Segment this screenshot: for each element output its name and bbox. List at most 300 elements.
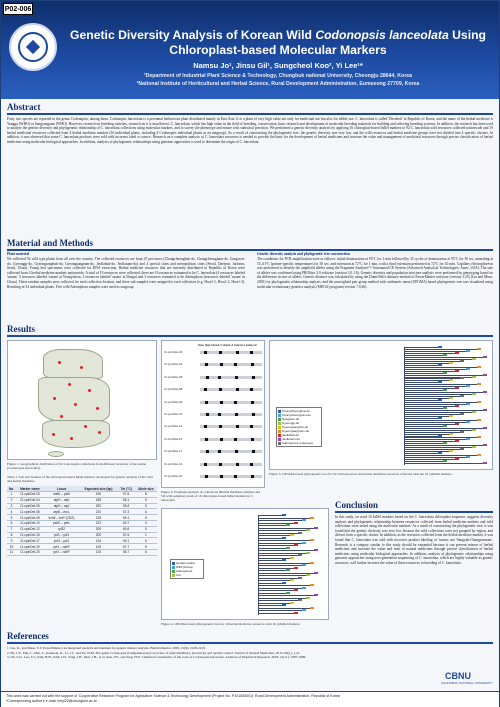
tree-branch xyxy=(258,518,310,519)
gel-band xyxy=(219,351,222,354)
gel-band xyxy=(204,351,207,354)
table-header-cell: Allele size xyxy=(135,486,157,492)
tree-leaf-marker xyxy=(282,514,286,516)
references-heading: References xyxy=(7,631,49,641)
table-cell: Cl-cpInDel-08 xyxy=(16,509,44,515)
tree-leaf-marker xyxy=(483,444,487,446)
gel-band xyxy=(236,425,239,428)
gel-marker-label: Cl-cpInDel-17 xyxy=(164,449,183,454)
legend-label: Gyeongsangnam-do xyxy=(282,429,310,433)
table-cell: 3 xyxy=(7,503,16,509)
gel-marker-label: Cl-cpInDel-19 xyxy=(164,461,183,466)
legend-swatch xyxy=(172,574,175,577)
gel-lane-row xyxy=(200,463,262,466)
plant-material-heading: Plant material xyxy=(7,252,30,256)
legend-label: Jeollanam-do xyxy=(282,437,301,441)
legend-label: Adenophora xyxy=(176,569,193,573)
map-site-marker xyxy=(84,425,87,428)
table-cell: 10 xyxy=(7,544,16,550)
tree-leaf-marker xyxy=(286,524,290,526)
tree-leaf-marker xyxy=(290,602,294,604)
tree-branch xyxy=(404,390,444,391)
table-header-cell: Locus xyxy=(44,486,80,492)
table-cell: 5 xyxy=(135,503,157,509)
table-cell: Cl-cpInDel-12 xyxy=(16,526,44,532)
tree-leaf-marker xyxy=(443,460,447,462)
tree-leaf-marker xyxy=(483,409,487,411)
affiliation-2: ²National Institute of Horticultural and Herbal Science, Rural Development Administration, Eumseong 27709, Korea xyxy=(136,81,420,87)
corresponding-author-email: *Corresponding author's e-mail: leeyi22@chungbuk.ac.kr xyxy=(6,698,97,703)
table-cell: 8 xyxy=(7,532,16,538)
table-cell: 57.6 xyxy=(118,492,135,498)
conclusion-heading: Conclusion xyxy=(335,500,379,510)
legend-swatch xyxy=(278,442,281,445)
gel-band xyxy=(205,475,208,478)
gel-band xyxy=(252,376,255,379)
tree-leaf-marker xyxy=(455,440,459,442)
tree-leaf-marker xyxy=(302,587,306,589)
tree-branch xyxy=(258,543,302,544)
table-cell: psbE – petL xyxy=(44,521,80,527)
table-cell: 60.6 xyxy=(118,526,135,532)
tree-branch xyxy=(258,605,282,606)
gel-band xyxy=(250,463,253,466)
map-site-marker xyxy=(80,366,83,369)
tree-leaf-marker xyxy=(460,360,464,362)
tree-branch xyxy=(258,528,314,529)
seal-ring xyxy=(18,32,48,62)
tree-leaf-marker xyxy=(477,419,481,421)
plant-material-text: We collected 92 wild type plants from all over the country. The collected resources are from 47 provinces (Chungcheongbuk-do, Chungcheongnam-do, Gangwon-do, Gyeonggi-do, Gyeongsangbuk-do, Gyeongsangnam-do, Jeollabuk-do, Jeollanam-do) and 4 special cities and metropolitan cities (Seoul, Daejeon, Incheon, Seoul, Ulsan). Young leaf specimens were collected for DNA extraction. Herbal medicine resources that are currently distributed in Republic of Korea were collected from 4 herbal medicine markets nationwide. A total of 19 resources were collected, there are 16 resources estimated to be C. lanceolata (4 resources labeled 'sasam,' 3 resources labeled 'sasam' at Yeongcheon, 3 resources labeled 'sasam' at Daegu) and 3 resources estimated to be Adenophora (resources labeled 'sasam' in China). These random samples were collected for each collection location, and three sub-samples were assigned to each collection (e.g. Hwa1-1, Hwa1-2, Hwa1-3). Resulting in 54 individual plants. Five wild Adenophora samples were used as outgroup. xyxy=(7,257,245,289)
table-cell: 115 xyxy=(79,549,117,555)
university-seal-logo xyxy=(9,23,57,71)
tree-leaf-marker xyxy=(438,417,442,419)
gel-band xyxy=(218,450,221,453)
tree-leaf-marker xyxy=(477,436,481,438)
gel-band xyxy=(206,413,209,416)
tree-leaf-marker xyxy=(438,381,442,383)
tree-branch xyxy=(258,560,282,561)
tree-leaf-marker xyxy=(443,372,447,374)
gel-band xyxy=(251,363,254,366)
gel-band xyxy=(234,475,237,478)
table-cell: 6 xyxy=(135,497,157,503)
tree-branch xyxy=(258,583,282,584)
tree-branch xyxy=(404,347,438,348)
tree-leaf-marker xyxy=(483,462,487,464)
tree-leaf-marker xyxy=(460,395,464,397)
methods-heading: Material and Methods xyxy=(7,238,93,248)
table-cell: 200 xyxy=(79,503,117,509)
tree-branch xyxy=(258,595,314,596)
tree-leaf-marker xyxy=(310,517,314,519)
references-divider xyxy=(7,642,493,644)
legend-label: Chungcheongbuk-do xyxy=(282,409,310,413)
tree-leaf-marker xyxy=(290,579,294,581)
table-cell: 5 xyxy=(135,526,157,532)
table-cell: trnW – trnP (CDS) xyxy=(44,515,80,521)
map-region-north xyxy=(43,349,103,379)
tree-leaf-marker xyxy=(298,599,302,601)
table-cell: Cl-cpInDel-04 xyxy=(16,497,44,503)
tree-branch xyxy=(258,515,282,516)
tree-leaf-marker xyxy=(449,450,453,452)
gel-marker-label: Cl-cpInDel-10 xyxy=(164,412,183,416)
tree-leaf-marker xyxy=(460,413,464,415)
tree-leaf-marker xyxy=(294,522,298,524)
tree-branch xyxy=(404,400,438,401)
tree-leaf-marker xyxy=(438,452,442,454)
tree-branch xyxy=(258,550,314,551)
gel-band xyxy=(235,413,238,416)
results-heading: Results xyxy=(7,324,36,334)
tree-branch xyxy=(258,588,302,589)
gel-band xyxy=(204,388,207,391)
tree-leaf-marker xyxy=(294,612,298,614)
map-site-marker xyxy=(68,383,71,386)
tree-leaf-marker xyxy=(449,397,453,399)
reference-item: 3. Oh, S.O., Lee, Y.J., Kim, H.H., Kim, J.H., Yang, J.H., Kim, J.H., et al. Sun, J.H., and Jung, H.N. Chemical Constituents of the roots of Codonopsis lanceolata. Archives of Pharmacal Research. 2018, 41(11): 1087-1089. xyxy=(7,655,307,660)
table-cell: 109 xyxy=(79,544,117,550)
table-cell: 134 xyxy=(79,538,117,544)
table-cell: Cl-cpInDel-15 xyxy=(16,532,44,538)
tree-branch xyxy=(258,585,310,586)
tree-branch xyxy=(258,525,286,526)
tree-branch xyxy=(404,365,438,366)
table-cell: 55.1 xyxy=(118,497,135,503)
map-site-marker xyxy=(52,433,55,436)
tree-leaf-marker xyxy=(455,458,459,460)
gel-band xyxy=(204,425,207,428)
tree-branch xyxy=(258,538,282,539)
table-cell: 210 xyxy=(79,509,117,515)
tree-leaf-marker xyxy=(438,346,442,348)
tree-leaf-marker xyxy=(472,429,476,431)
table-cell: 60.7 xyxy=(118,521,135,527)
tree-branch xyxy=(258,603,290,604)
table-header-cell: Expected size (bp) xyxy=(79,486,117,492)
tree-branch xyxy=(404,418,438,419)
tree-leaf-marker xyxy=(314,572,318,574)
gel-lane-row xyxy=(200,438,262,441)
map-site-marker xyxy=(58,361,61,364)
tree-branch xyxy=(258,535,290,536)
tree-branch xyxy=(258,558,290,559)
map-jeju-island xyxy=(48,451,64,457)
table-cell: atpB – rbcL xyxy=(44,509,80,515)
tree-leaf-marker xyxy=(483,356,487,358)
tree-leaf-marker xyxy=(477,366,481,368)
gel-lane-row xyxy=(200,351,262,354)
gel-lane-row xyxy=(200,388,262,391)
tree-branch xyxy=(404,382,438,383)
legend-entry xyxy=(278,441,320,445)
tree-branch xyxy=(258,540,310,541)
table-cell: 5 xyxy=(135,515,157,521)
title-line-2: Chloroplast-based Molecular Markers xyxy=(169,43,387,57)
map-region-central xyxy=(38,377,110,422)
tree-leaf-marker xyxy=(314,549,318,551)
table-cell: 4 xyxy=(7,509,16,515)
funding-note: This work was carried out with the support of 'Cooperative Research Program for Agriculture Science & Technology Development (Project No. PJ01083001)' Rural Development Administration, Republic of Korea xyxy=(6,694,340,698)
seal-emblem-icon xyxy=(26,40,40,54)
tree-leaf-marker xyxy=(449,362,453,364)
gel-band xyxy=(205,438,208,441)
tree-leaf-marker xyxy=(455,387,459,389)
tree-leaf-marker xyxy=(443,442,447,444)
figure-4-legend xyxy=(170,559,204,579)
genetic-analysis-text: The conditions for PCR amplification were as follows: initial denaturation at 95°C for 3 min followed by 35 cycles of denaturation at 95°C for 30 sec, annealing at 55–61°C (primer-specific temperature) for 30 sec, and extension at 72°C for 1 min, with a final extension performed at 72°C for 10 min. Capillary electrophoresis was performed to identify the amplified alleles using the Fragment Analyzer™ Automated CE System (Advanced Analytical Technologies, Ames, USA). The size of alleles was confirmed using PROSize 3.0 software (version 3.0.1.6). Genetic diversity and population structure analysis were performed by genotyping based on the difference in size of alleles. Genetic distance was calculated by using the Dunn/Nelei distance method of PowerMarker software (version 3.25) (Liu and Muse, 2005) for phylogenetic relationship analysis, and the unweighted pair group method with arithmetic mean (UPGMA) based phylogenetic tree was visualized using molecular evolutionary genetics analysis (MEGA) program (version 7.0.26). xyxy=(257,257,493,289)
gel-marker-label: Cl-cpInDel-15 xyxy=(164,436,183,441)
table-cell: 57.3 xyxy=(118,509,135,515)
gel-marker-label: Cl-cpInDel-05 xyxy=(164,374,183,379)
tree-leaf-marker xyxy=(282,604,286,606)
gel-lane-row xyxy=(200,413,262,416)
tree-leaf-marker xyxy=(298,554,302,556)
table-cell: Cl-cpInDel-19 xyxy=(16,544,44,550)
tree-branch xyxy=(258,600,298,601)
abstract-heading: Abstract xyxy=(7,102,41,112)
gel-band xyxy=(252,413,255,416)
tree-branch xyxy=(258,563,310,564)
tree-leaf-marker xyxy=(294,567,298,569)
table-cell: Cl-cpInDel-20 xyxy=(16,549,44,555)
table-1-caption: Table 1. List and features of the chloroplast-based InDel markers developed for genetic analysis of the wild and herbal medicine xyxy=(7,475,153,484)
tree-leaf-marker xyxy=(290,534,294,536)
tree-leaf-marker xyxy=(483,427,487,429)
tree-leaf-marker xyxy=(443,389,447,391)
tree-leaf-marker xyxy=(310,539,314,541)
genetic-analysis-heading: Genetic diversity analysis and phylogenetic tree construction xyxy=(257,252,350,256)
tree-branch xyxy=(258,570,286,571)
table-cell: 9 xyxy=(135,544,157,550)
table-cell: ycf3 – ycf1 xyxy=(44,538,80,544)
title-part-1: Genetic Diversity Analysis of Korean Wild xyxy=(70,28,316,42)
gel-marker-label: Cl-cpInDel-08 xyxy=(164,387,183,392)
tree-leaf-marker xyxy=(455,405,459,407)
figure-3-phylogenetic-tree xyxy=(269,340,493,470)
legend-label: Gangwon-do xyxy=(282,417,300,421)
figure-4-caption: Figure 4. UPGMA-based phylogenetic tree for 16 herbal medicine resources with 16 cpInDel markers. xyxy=(161,622,301,626)
tree-branch xyxy=(258,520,302,521)
legend-label: Herbal market xyxy=(176,561,195,565)
tree-branch xyxy=(258,548,286,549)
gel-lane-row xyxy=(200,475,262,478)
map-site-marker xyxy=(74,403,77,406)
tree-branch xyxy=(258,565,302,566)
legend-label: Gyeonggi-do xyxy=(282,421,300,425)
table-cell: ycf1 – ndhF xyxy=(44,549,80,555)
tree-leaf-marker xyxy=(302,564,306,566)
tree-leaf-marker xyxy=(310,607,314,609)
tree-branch xyxy=(258,578,298,579)
tree-leaf-marker xyxy=(294,589,298,591)
gel-band xyxy=(219,388,222,391)
tree-leaf-marker xyxy=(460,377,464,379)
tree-branch xyxy=(258,533,298,534)
tree-branch xyxy=(258,580,290,581)
gel-band xyxy=(218,413,221,416)
tree-branch xyxy=(258,598,306,599)
table-cell: 5 xyxy=(135,538,157,544)
tree-leaf-marker xyxy=(302,609,306,611)
tree-leaf-marker xyxy=(477,348,481,350)
tree-branch xyxy=(404,416,449,417)
tree-branch xyxy=(258,545,294,546)
figure-1-map xyxy=(7,340,157,460)
footer-acknowledgement xyxy=(6,694,426,703)
table-cell: 228 xyxy=(79,515,117,521)
legend-label: Wild (Korea) xyxy=(176,565,193,569)
gel-lane-row xyxy=(200,363,262,366)
results-divider xyxy=(7,335,493,337)
gel-band xyxy=(205,401,208,404)
table-header-cell: No. xyxy=(8,486,15,491)
gel-band xyxy=(252,450,255,453)
table-cell: 6 xyxy=(135,509,157,515)
tree-branch xyxy=(404,355,444,356)
tree-branch xyxy=(258,593,286,594)
cbnu-logo: CBNU xyxy=(445,671,471,681)
tree-branch xyxy=(258,613,294,614)
tree-branch xyxy=(258,555,298,556)
gel-band xyxy=(220,363,223,366)
tree-branch xyxy=(258,610,302,611)
table-cell: 185 xyxy=(79,497,117,503)
title-species-name: Codonopsis lanceolata xyxy=(315,28,449,42)
tree-leaf-marker xyxy=(449,433,453,435)
gel-marker-label: Cl-cpInDel-09 xyxy=(164,399,183,404)
reference-list xyxy=(7,646,437,660)
tree-leaf-marker xyxy=(443,354,447,356)
table-header-cell: Marker name xyxy=(16,486,44,492)
map-site-marker xyxy=(96,407,99,410)
table-cell: 59.1 xyxy=(118,538,135,544)
table-cell: 8 xyxy=(135,492,157,498)
tree-leaf-marker xyxy=(282,537,286,539)
map-site-marker xyxy=(53,397,56,400)
reference-item: 1. Liu, K., and Muse, S.V. PowerMarker: an integrated analysis environment for genetic marker analysis. Bioinformatics. 2005, 21(9): 2128-2129. xyxy=(7,646,206,650)
tree-leaf-marker xyxy=(449,379,453,381)
tree-leaf-marker xyxy=(460,448,464,450)
table-cell: 4 xyxy=(135,521,157,527)
figure-1-caption: Figure 1. Geographical distribution of 92 Codonopsis collections from different locations of the nation (Codonopsis lanceolata). xyxy=(7,462,147,471)
tree-leaf-marker xyxy=(472,376,476,378)
figure-4-phylogenetic-tree xyxy=(161,508,329,620)
poster-id-badge: P02-006 xyxy=(3,3,33,15)
gel-marker-label: Cl-cpInDel-03 xyxy=(164,350,183,354)
gel-marker-label: Cl-cpInDel-12 xyxy=(164,424,183,429)
tree-leaf-marker xyxy=(314,594,318,596)
gel-band xyxy=(251,475,254,478)
table-cell: Cl-cpInDel-03 xyxy=(16,492,44,498)
table-cell: ycf1 – ycf1 xyxy=(44,532,80,538)
tree-leaf-marker xyxy=(282,559,286,561)
tree-leaf-marker xyxy=(455,423,459,425)
gel-band xyxy=(236,388,239,391)
table-cell: matK – psbI xyxy=(44,492,80,498)
tree-leaf-marker xyxy=(286,569,290,571)
gel-band xyxy=(220,438,223,441)
tree-leaf-marker xyxy=(449,415,453,417)
tree-leaf-marker xyxy=(314,527,318,529)
conclusion-divider xyxy=(335,511,493,513)
table-cell: atpH – atpI xyxy=(44,497,80,503)
table-row xyxy=(7,549,157,555)
table-header-cell: Tm (°C) xyxy=(118,486,135,492)
tree-leaf-marker xyxy=(466,456,470,458)
tree-leaf-marker xyxy=(466,438,470,440)
tree-branch xyxy=(258,568,294,569)
gel-band xyxy=(220,401,223,404)
gel-lane-row xyxy=(200,450,262,453)
tree-leaf-marker xyxy=(466,421,470,423)
legend-label: Jeollabuk-do xyxy=(282,433,300,437)
tree-branch xyxy=(404,380,449,381)
gel-band xyxy=(220,475,223,478)
table-cell: 56.7 xyxy=(118,549,135,555)
tree-leaf-marker xyxy=(466,350,470,352)
legend-label: Gyeongsangbuk-do xyxy=(282,425,309,429)
table-cell: 200 xyxy=(79,526,117,532)
table-cell: 69.1 xyxy=(118,515,135,521)
tree-leaf-marker xyxy=(286,592,290,594)
table-cell: Cl-cpInDel-17 xyxy=(16,538,44,544)
gel-band xyxy=(234,438,237,441)
tree-branch xyxy=(258,553,306,554)
legend-entry xyxy=(172,573,202,577)
table-cell: 9 xyxy=(7,538,16,544)
tree-leaf-marker xyxy=(472,393,476,395)
tree-branch xyxy=(404,443,444,444)
gel-band xyxy=(204,463,207,466)
tree-branch xyxy=(404,398,449,399)
tree-leaf-marker xyxy=(477,401,481,403)
tree-branch xyxy=(404,434,449,435)
cbnu-logo-subtitle: CHUNGBUK NATIONAL UNIVERSITY xyxy=(441,681,493,685)
tree-branch xyxy=(404,436,438,437)
tree-branch xyxy=(404,461,444,462)
tree-branch xyxy=(404,463,483,464)
tree-leaf-marker xyxy=(455,352,459,354)
conclusion-text: In this study, we used 16 InDel markers based on the C. lanceolata chloroplast sequence, suggests diversity analysis and phylogenetic relationship between resources collected from herbal medicine markets and wild collections were tested using the molecular markers. As a result of constructing the phylogenetic tree, it was found that the genetic diversity was very low because the wild collections were not grouped by region, and did not form a specific cluster. In addition, as the resources collected from the herbal medicine market, it was found that C. lanceolata was sold with incorrect product labeling or 'sasam, not 'Sangyak-Chungsamsam'. Research is a category similar to this study should be expanded because it can prevent misuse of herbal medicines and increase the value and trust of natural medicines through precise classification of herbal medicines using molecular biological approaches. In addition, analysis of phylogenetic relationships using genomic approaches using next-generation sequencing of C. lanceolata, which are highly valuable as genetic resources, will further increase the value of these resources in breeding of C. lanceolata. xyxy=(335,515,493,565)
tree-leaf-marker xyxy=(460,431,464,433)
tree-leaf-marker xyxy=(302,542,306,544)
table-cell: Cl-cpInDel-09 xyxy=(16,515,44,521)
tree-leaf-marker xyxy=(466,403,470,405)
figure-3-caption: Figure 3. UPGMA-based phylogenetic tree for 92 wild resources and herbal medicine resources collected with the 16 cpInDel markers. xyxy=(269,472,453,476)
table-cell: 57.7 xyxy=(118,544,135,550)
legend-label: Chungcheongnam-do xyxy=(282,413,311,417)
gel-band xyxy=(250,425,253,428)
tree-leaf-marker xyxy=(290,557,294,559)
gel-lane-row xyxy=(200,425,262,428)
tree-leaf-marker xyxy=(438,435,442,437)
tree-leaf-marker xyxy=(483,391,487,393)
tree-leaf-marker xyxy=(438,399,442,401)
tree-leaf-marker xyxy=(306,574,310,576)
table-cell: 222 xyxy=(79,521,117,527)
map-site-marker xyxy=(70,437,73,440)
tree-branch xyxy=(258,573,314,574)
tree-leaf-marker xyxy=(306,597,310,599)
abstract-divider xyxy=(7,113,493,115)
tree-leaf-marker xyxy=(472,411,476,413)
tree-leaf-marker xyxy=(443,425,447,427)
tree-leaf-marker xyxy=(298,532,302,534)
tree-leaf-marker xyxy=(466,385,470,387)
table-cell: 7 xyxy=(7,526,16,532)
